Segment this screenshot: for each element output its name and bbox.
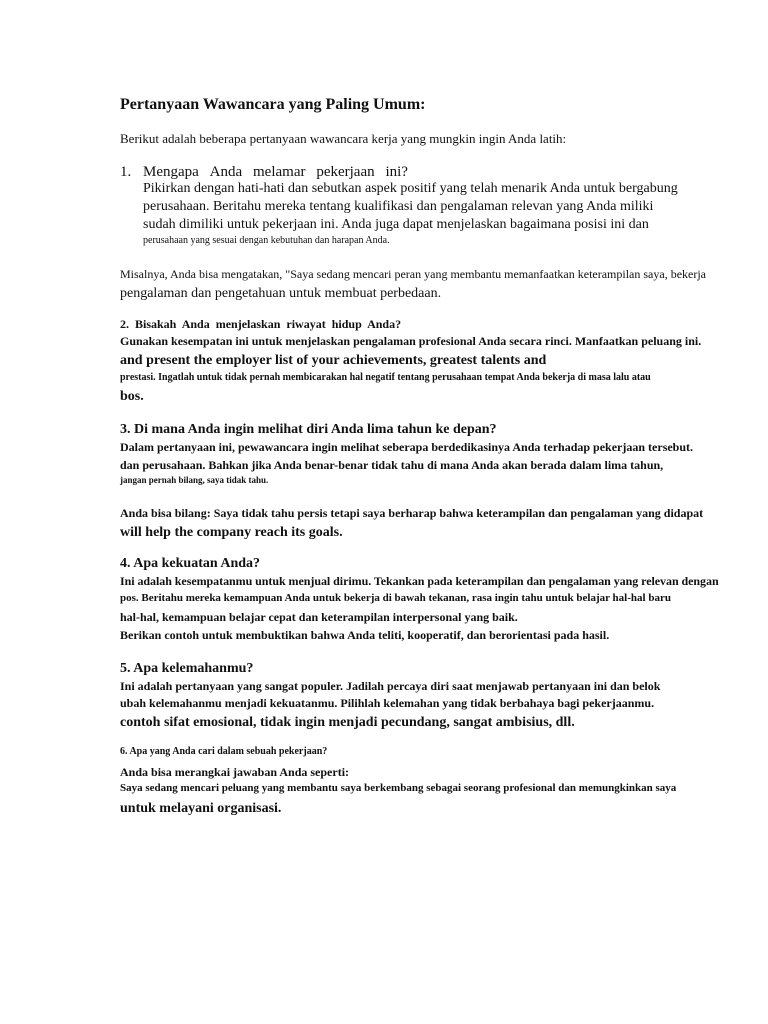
q3-answer-line: Anda bisa bilang: Saya tidak tahu persis tetapi saya berharap bahwa keterampilan dan pengalaman yang didapat: [120, 506, 704, 520]
q4-body-line: pos. Beritahu mereka kemampuan Anda untuk bekerja di bawah tekanan, rasa ingin tahu untuk belajar hal-hal baru: [120, 592, 671, 604]
q3-body-line: Dalam pertanyaan ini, pewawancara ingin melihat seberapa berdedikasinya Anda terhadap pekerjaan tersebut.: [120, 440, 694, 454]
q3-heading: 3. Di mana Anda ingin melihat diri Anda lima tahun ke depan?: [120, 422, 497, 437]
q2-body-line: and present the employer list of your achievements, greatest talents and: [120, 353, 547, 368]
q5-heading: 5. Apa kelemahanmu?: [120, 661, 254, 676]
q2-heading-word: Anda?: [367, 317, 402, 331]
q1-heading-word: pekerjaan: [316, 164, 375, 180]
q1-heading-word: Mengapa: [143, 164, 199, 180]
q2-heading-word: 2.: [120, 317, 129, 331]
q2-heading-word: Anda: [181, 317, 210, 331]
q2-heading-word: menjelaskan: [215, 317, 281, 331]
q1-heading: [143, 165, 408, 180]
document-title: Pertanyaan Wawancara yang Paling Umum:: [120, 96, 426, 113]
q5-body-line: Ini adalah pertanyaan yang sangat populer. Jadilah percaya diri saat menjawab pertanyaan ini dan belok: [120, 679, 661, 693]
q1-body-line: perusahaan. Beritahu mereka tentang kualifikasi dan pengalaman relevan yang Anda miliki: [143, 199, 654, 214]
q6-heading: 6. Apa yang Anda cari dalam sebuah pekerjaan?: [120, 746, 328, 757]
intro-text: Berikut adalah beberapa pertanyaan wawancara kerja yang mungkin ingin Anda latih:: [120, 131, 567, 146]
q4-body-line: Berikan contoh untuk membuktikan bahwa Anda teliti, kooperatif, dan berorientasi pada hasil.: [120, 628, 610, 642]
q6-body-line: Saya sedang mencari peluang yang membantu saya berkembang sebagai seorang profesional dan memungkinkan saya: [120, 782, 677, 794]
q4-body-line: hal-hal, kemampuan belajar cepat dan keterampilan interpersonal yang baik.: [120, 610, 518, 624]
q2-heading-word: hidup: [331, 317, 362, 331]
q2-body-line: Gunakan kesempatan ini untuk menjelaskan pengalaman profesional Anda secara rinci. Manfaatkan peluang ini.: [120, 334, 702, 348]
q1-body-line: perusahaan yang sesuai dengan kebutuhan dan harapan Anda.: [143, 235, 390, 246]
q2-heading-word: Bisakah: [135, 317, 177, 331]
q2-heading-word: riwayat: [286, 317, 326, 331]
q1-example-line: pengalaman dan pengetahuan untuk membuat perbedaan.: [120, 286, 442, 301]
q6-body-line: Anda bisa merangkai jawaban Anda seperti:: [120, 765, 350, 779]
q6-body-line: untuk melayani organisasi.: [120, 801, 282, 816]
q1-body-line: sudah dimiliki untuk pekerjaan ini. Anda juga dapat menjelaskan bagaimana posisi ini dan: [143, 217, 649, 232]
q3-answer-line: will help the company reach its goals.: [120, 525, 343, 540]
q1-number: 1.: [120, 164, 132, 180]
q5-body-line: contoh sifat emosional, tidak ingin menjadi pecundang, sangat ambisius, dll.: [120, 715, 575, 730]
q3-body-line: dan perusahaan. Bahkan jika Anda benar-benar tidak tahu di mana Anda akan berada dalam lima tahun,: [120, 458, 664, 472]
q3-body-line: jangan pernah bilang, saya tidak tahu.: [120, 475, 269, 485]
q1-body-line: Pikirkan dengan hati-hati dan sebutkan aspek positif yang telah menarik Anda untuk bergabung: [143, 181, 678, 196]
q1-heading-word: Anda: [209, 164, 243, 180]
q2-body-line: bos.: [120, 389, 144, 404]
q4-heading: 4. Apa kekuatan Anda?: [120, 556, 261, 571]
q1-heading-word: ini?: [385, 164, 408, 180]
q2-heading: [120, 318, 401, 330]
q2-body-line: prestasi. Ingatlah untuk tidak pernah membicarakan hal negatif tentang perusahaan tempat Anda bekerja di masa lalu atau: [120, 372, 651, 383]
q5-body-line: ubah kelemahanmu menjadi kekuatanmu. Pilihlah kelemahan yang tidak berbahaya bagi pekerjaanmu.: [120, 696, 655, 710]
q4-body-line: Ini adalah kesempatanmu untuk menjual dirimu. Tekankan pada keterampilan dan pengalaman yang relevan dengan: [120, 574, 719, 588]
q1-example-line: Misalnya, Anda bisa mengatakan, "Saya sedang mencari peran yang membantu memanfaatkan keterampilan saya, bekerja: [120, 267, 707, 281]
q1-heading-word: melamar: [253, 164, 306, 180]
